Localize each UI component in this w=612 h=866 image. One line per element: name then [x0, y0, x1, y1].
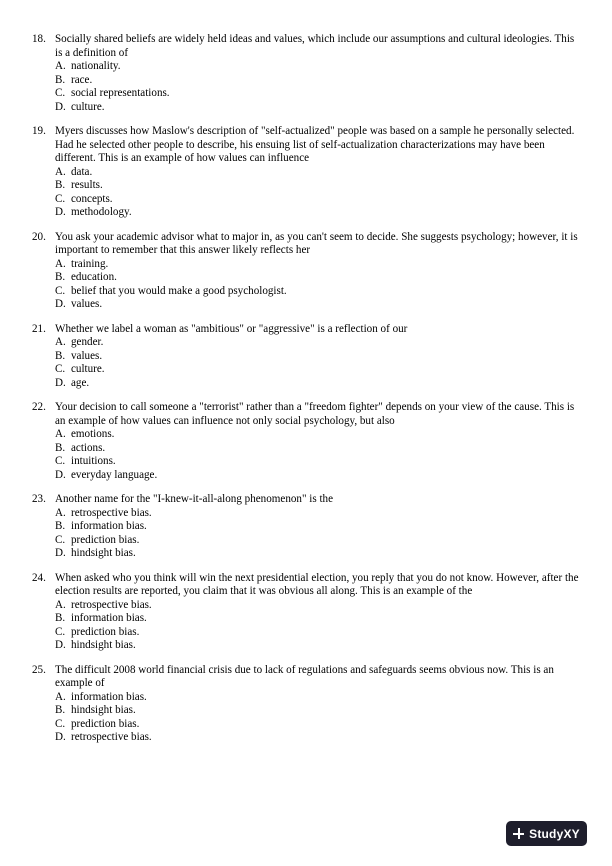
- answer-option: [55, 60, 580, 74]
- option-letter: A.: [55, 690, 66, 703]
- answer-option: [55, 520, 580, 534]
- option-text: emotions.: [71, 428, 115, 440]
- option-letter: C.: [55, 533, 66, 546]
- answer-options: [55, 258, 580, 312]
- option-letter: A.: [55, 257, 66, 270]
- answer-option: [55, 87, 580, 101]
- answer-options: [55, 691, 580, 745]
- option-text: data.: [71, 165, 93, 178]
- option-letter: D.: [55, 468, 66, 481]
- option-letter: A.: [55, 506, 66, 519]
- question-number: 19.: [32, 125, 46, 137]
- option-text: retrospective bias.: [71, 598, 152, 611]
- question-stem: Myers discusses how Maslow's description of "self-actualized" people was based on a sample he personally selected. Had he selected other people to describe, his ensuing list of self-actualization characterizations may have been different. This is an example of how values can influence: [55, 125, 575, 164]
- answer-options: [55, 599, 580, 653]
- option-text: everyday language.: [71, 468, 158, 481]
- answer-option: [55, 612, 580, 626]
- question-body: [55, 493, 580, 561]
- option-text: values.: [71, 349, 103, 362]
- answer-option: [55, 731, 580, 745]
- option-letter: B.: [55, 520, 66, 532]
- option-letter: A.: [55, 165, 66, 178]
- question-number: 23.: [32, 493, 46, 505]
- option-text: gender.: [71, 336, 104, 348]
- question-body: [55, 323, 580, 391]
- answer-option: [55, 363, 580, 377]
- option-letter: C.: [55, 284, 66, 297]
- question-number: 18.: [32, 33, 46, 45]
- option-letter: C.: [55, 455, 66, 467]
- question-stem: You ask your academic advisor what to major in, as you can't seem to decide. She suggests psychology; however, it is important to remember that this answer likely reflects her: [55, 230, 578, 256]
- answer-option: [55, 206, 580, 220]
- question-number: 25.: [32, 663, 46, 676]
- answer-option: [55, 428, 580, 442]
- question-stem: Another name for the "I-knew-it-all-along phenomenon" is the: [55, 493, 333, 505]
- option-letter: D.: [55, 206, 66, 218]
- answer-option: [55, 285, 580, 299]
- option-letter: D.: [55, 639, 66, 651]
- answer-option: [55, 74, 580, 88]
- option-letter: D.: [55, 298, 66, 310]
- option-letter: B.: [55, 704, 66, 716]
- option-text: nationality.: [71, 60, 121, 72]
- option-text: prediction bias.: [71, 625, 140, 638]
- option-letter: B.: [55, 271, 66, 283]
- answer-options: [55, 428, 580, 482]
- answer-options: [55, 60, 580, 114]
- option-text: methodology.: [71, 206, 132, 218]
- option-letter: C.: [55, 87, 66, 99]
- option-text: culture.: [71, 100, 105, 113]
- option-text: education.: [71, 271, 117, 283]
- answer-option: [55, 599, 580, 613]
- answer-options: [55, 507, 580, 561]
- answer-option: [55, 166, 580, 180]
- question-body: [55, 401, 580, 482]
- option-letter: D.: [55, 376, 66, 389]
- question-body: [55, 125, 580, 220]
- option-letter: B.: [55, 179, 66, 191]
- option-text: age.: [71, 376, 90, 389]
- option-letter: A.: [55, 598, 66, 611]
- option-letter: B.: [55, 349, 66, 362]
- question-body: [55, 231, 580, 312]
- answer-option: [55, 691, 580, 705]
- option-letter: D.: [55, 731, 66, 743]
- question-number: 22.: [32, 401, 46, 413]
- question-body: [55, 33, 580, 114]
- question-item: [32, 493, 580, 561]
- plus-icon: [513, 828, 524, 839]
- option-text: race.: [71, 73, 93, 86]
- answer-option: [55, 377, 580, 391]
- studyxy-badge[interactable]: [506, 821, 587, 846]
- option-text: hindsight bias.: [71, 547, 136, 559]
- answer-option: [55, 469, 580, 483]
- option-text: prediction bias.: [71, 717, 140, 730]
- answer-option: [55, 193, 580, 207]
- option-text: values.: [71, 298, 103, 310]
- question-body: [55, 572, 580, 653]
- option-text: belief that you would make a good psychologist.: [71, 284, 287, 297]
- question-item: [32, 664, 580, 745]
- answer-option: [55, 639, 580, 653]
- option-text: information bias.: [71, 612, 147, 624]
- answer-option: [55, 507, 580, 521]
- option-text: retrospective bias.: [71, 506, 152, 519]
- answer-option: [55, 258, 580, 272]
- option-text: concepts.: [71, 192, 113, 205]
- option-letter: D.: [55, 100, 66, 113]
- option-letter: A.: [55, 336, 66, 348]
- option-text: information bias.: [71, 520, 147, 532]
- question-number: 21.: [32, 322, 46, 335]
- option-text: culture.: [71, 363, 105, 375]
- question-item: [32, 33, 580, 114]
- answer-option: [55, 298, 580, 312]
- answer-option: [55, 442, 580, 456]
- option-letter: C.: [55, 717, 66, 730]
- question-body: [55, 664, 580, 745]
- option-text: results.: [71, 179, 103, 191]
- option-text: information bias.: [71, 690, 147, 703]
- question-item: [32, 125, 580, 220]
- answer-option: [55, 271, 580, 285]
- option-text: actions.: [71, 441, 106, 454]
- answer-option: [55, 179, 580, 193]
- option-letter: A.: [55, 428, 66, 440]
- question-list: [32, 33, 580, 756]
- option-letter: C.: [55, 363, 66, 375]
- option-letter: A.: [55, 60, 66, 72]
- question-stem: Your decision to call someone a "terrorist" rather than a "freedom fighter" depends on your view of the cause. This is an example of how values can influence not only social psychology, but also: [55, 401, 575, 427]
- answer-options: [55, 336, 580, 390]
- question-item: [32, 401, 580, 482]
- option-text: hindsight bias.: [71, 639, 136, 651]
- option-text: training.: [71, 257, 109, 270]
- question-stem: When asked who you think will win the next presidential election, you reply that you do not know. However, after the election results are reported, you claim that it was obvious all along. This is an example of the: [55, 571, 579, 597]
- answer-option: [55, 704, 580, 718]
- answer-option: [55, 336, 580, 350]
- question-number: 20.: [32, 230, 46, 243]
- answer-option: [55, 547, 580, 561]
- question-number: 24.: [32, 571, 46, 584]
- option-text: social representations.: [71, 87, 170, 99]
- answer-option: [55, 455, 580, 469]
- answer-options: [55, 166, 580, 220]
- option-text: prediction bias.: [71, 533, 140, 546]
- option-letter: B.: [55, 441, 66, 454]
- option-letter: D.: [55, 547, 66, 559]
- question-stem: The difficult 2008 world financial crisis due to lack of regulations and safeguards seems obvious now. This is an example of: [55, 663, 554, 689]
- option-letter: C.: [55, 192, 66, 205]
- option-letter: C.: [55, 625, 66, 638]
- question-item: [32, 231, 580, 312]
- question-stem: Whether we label a woman as "ambitious" or "aggressive" is a reflection of our: [55, 322, 408, 335]
- option-text: hindsight bias.: [71, 704, 136, 716]
- answer-option: [55, 101, 580, 115]
- answer-option: [55, 534, 580, 548]
- answer-option: [55, 626, 580, 640]
- question-stem: Socially shared beliefs are widely held ideas and values, which include our assumptions and cultural ideologies. This is a definition of: [55, 33, 575, 59]
- question-item: [32, 572, 580, 653]
- answer-option: [55, 350, 580, 364]
- option-text: retrospective bias.: [71, 731, 152, 743]
- question-item: [32, 323, 580, 391]
- option-text: intuitions.: [71, 455, 116, 467]
- option-letter: B.: [55, 612, 66, 624]
- option-letter: B.: [55, 73, 66, 86]
- answer-option: [55, 718, 580, 732]
- badge-label: StudyXY: [529, 826, 580, 841]
